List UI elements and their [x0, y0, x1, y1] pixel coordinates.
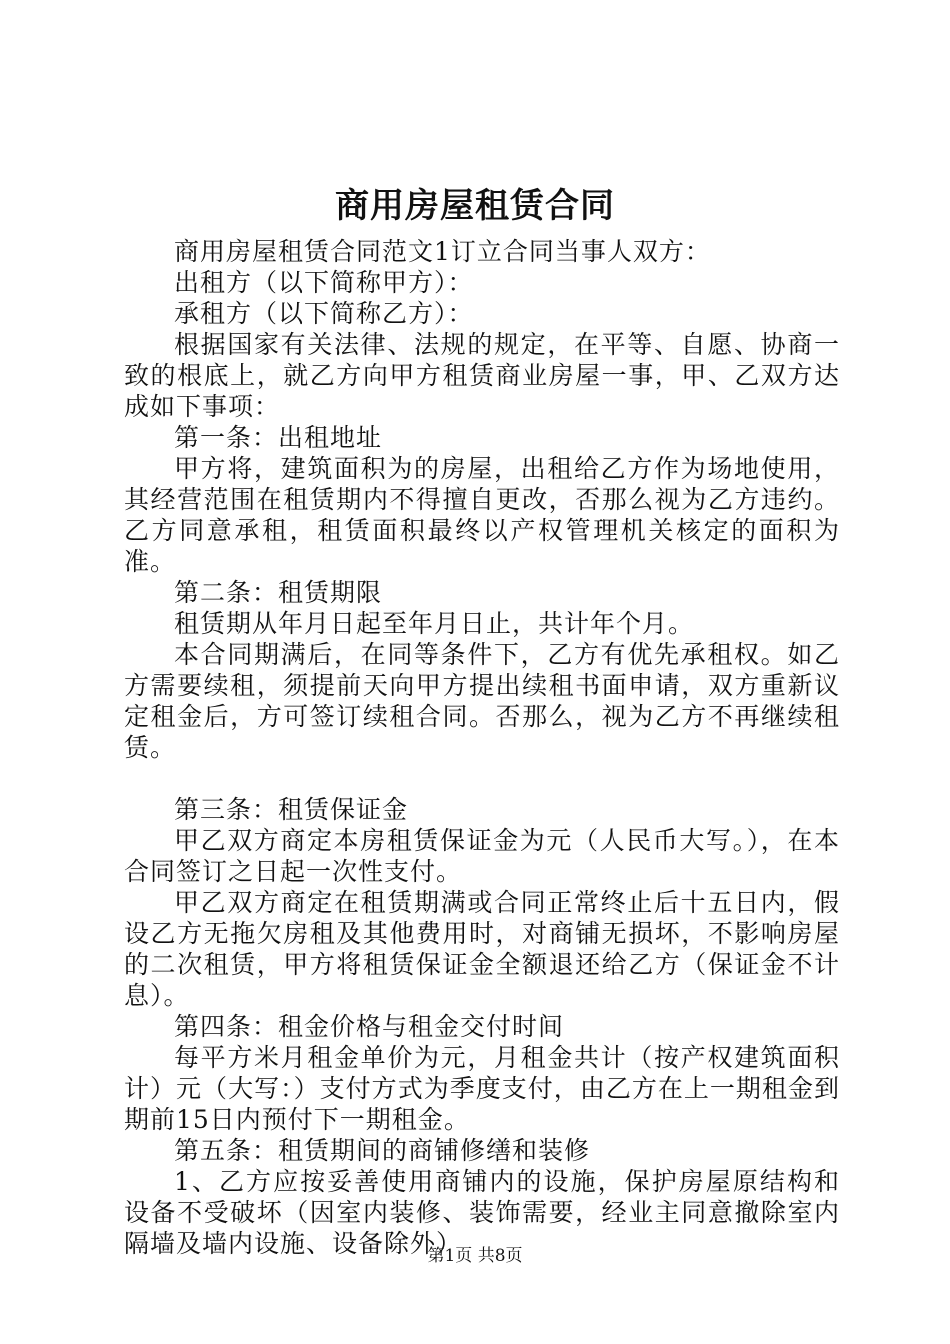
article-1-paragraph: 甲方将，建筑面积为的房屋，出租给乙方作为场地使用，其经营范围在租赁期内不得擅自更改，否那么视为乙方违约。乙方同意承租，租赁面积最终以产权管理机关核定的面积为准。: [124, 454, 840, 576]
article-2-heading: 第二条：租赁期限: [174, 578, 383, 607]
intro-paragraph: 商用房屋租赁合同范文1订立合同当事人双方：: [174, 237, 711, 266]
page-number-footer: 第1页 共8页: [427, 1246, 523, 1266]
article-4-heading: 第四条：租金价格与租金交付时间: [174, 1012, 565, 1041]
article-5-heading: 第五条：租赁期间的商铺修缮和装修: [174, 1136, 591, 1165]
document-body: [124, 236, 840, 1259]
article-2-paragraph-2: 本合同期满后，在同等条件下，乙方有优先承租权。如乙方需要续租，须提前天向甲方提出续租书面申请，双方重新议定租金后，方可签订续租合同。否那么，视为乙方不再继续租赁。: [124, 640, 840, 762]
blank-line: [124, 763, 840, 794]
article-3-paragraph-2: 甲乙双方商定在租赁期满或合同正常终止后十五日内，假设乙方无拖欠房租及其他费用时，对商铺无损坏，不影响房屋的二次租赁，甲方将租赁保证金全额退还给乙方（保证金不计息）。: [124, 888, 840, 1010]
document-title: 商用房屋租赁合同: [335, 186, 615, 226]
article-4-paragraph: 每平方米月租金单价为元，月租金共计（按产权建筑面积计）元（大写：）支付方式为季度支付，由乙方在上一期租金到期前15日内预付下一期租金。: [124, 1043, 840, 1134]
article-3-heading: 第三条：租赁保证金: [174, 795, 409, 824]
article-1-heading: 第一条：出租地址: [174, 423, 383, 452]
preamble-paragraph: 根据国家有关法律、法规的规定，在平等、自愿、协商一致的根底上，就乙方向甲方租赁商业房屋一事，甲、乙双方达成如下事项：: [124, 330, 840, 421]
article-3-paragraph-1: 甲乙双方商定本房租赁保证金为元（人民币大写。），在本合同签订之日起一次性支付。: [124, 826, 840, 886]
article-5-paragraph-1: 1、乙方应按妥善使用商铺内的设施，保护房屋原结构和设备不受破坏（因室内装修、装饰需要，经业主同意撤除室内隔墙及墙内设施、设备除外）: [124, 1167, 840, 1258]
article-2-paragraph-1: 租赁期从年月日起至年月日止，共计年个月。: [174, 609, 695, 638]
lessor-line: 出租方（以下简称甲方）：: [174, 268, 474, 297]
lessee-line: 承租方（以下简称乙方）：: [174, 299, 474, 328]
